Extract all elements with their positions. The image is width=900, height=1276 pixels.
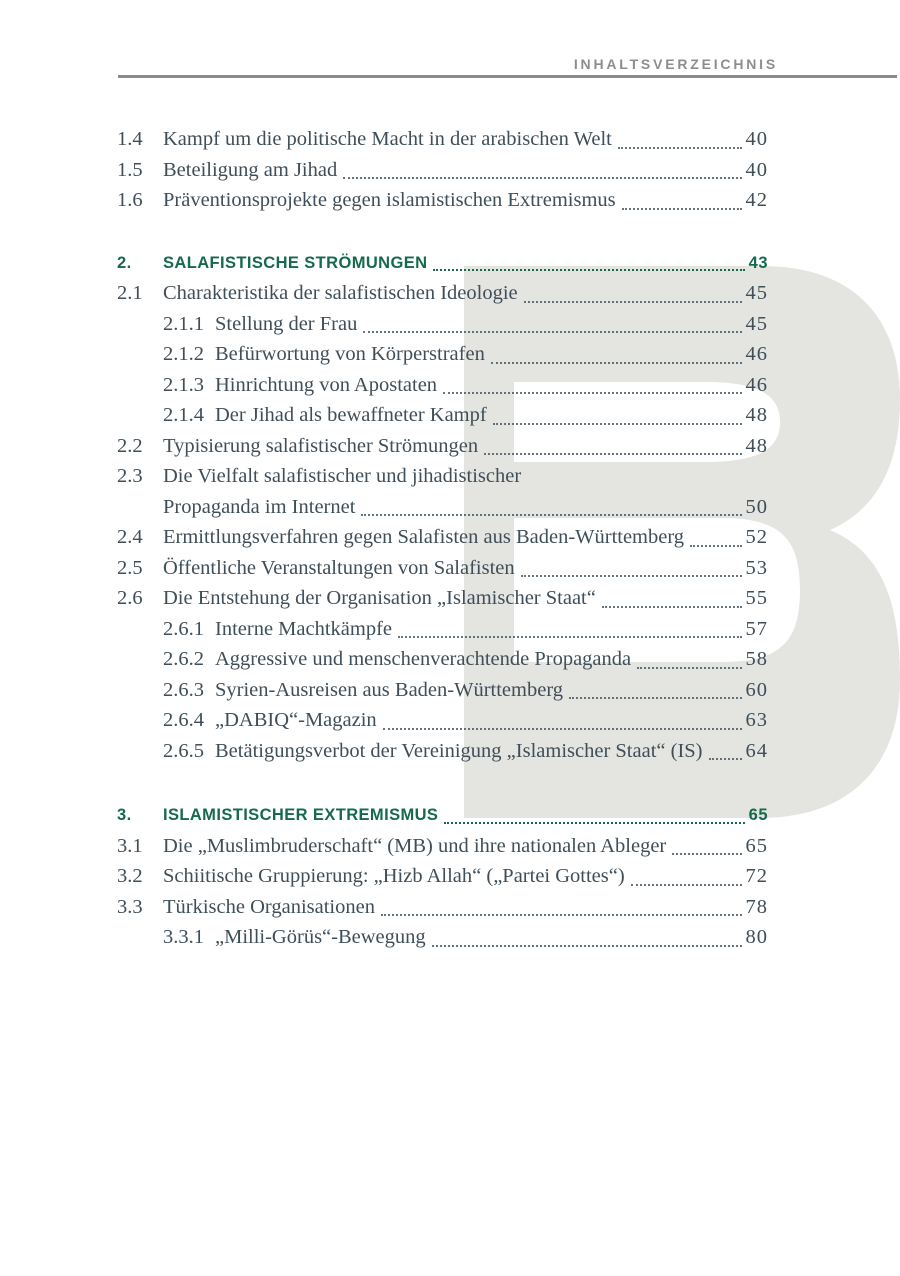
entry-page-number: 60 bbox=[745, 678, 768, 701]
entry-title: Schiitische Gruppierung: „Hizb Allah“ („Partei Gottes“) bbox=[163, 865, 625, 887]
dotted-leader bbox=[618, 147, 742, 149]
entry-number: 2.6.2 bbox=[163, 648, 204, 670]
toc-entry-3-2 bbox=[117, 861, 768, 892]
entry-title: Befürwortung von Körperstrafen bbox=[215, 343, 485, 365]
toc-entry-3-1 bbox=[117, 831, 768, 862]
entry-title: ISLAMISTISCHER EXTREMISMUS bbox=[163, 806, 439, 824]
dotted-leader bbox=[672, 853, 741, 855]
entry-title: Der Jihad als bewaffneter Kampf bbox=[215, 404, 487, 426]
entry-page-number: 52 bbox=[745, 526, 768, 548]
entry-page-number: 45 bbox=[745, 282, 768, 304]
dotted-leader bbox=[637, 667, 741, 669]
entry-title: „Milli-Görüs“-Bewegung bbox=[215, 926, 426, 948]
toc-entry-2-6-2 bbox=[117, 644, 768, 675]
entry-title: Die Entstehung der Organisation „Islamischer Staat“ bbox=[163, 587, 596, 609]
entry-number: 3.1 bbox=[117, 834, 143, 857]
toc-heading-3 bbox=[117, 800, 768, 831]
entry-title: Betätigungsverbot der Vereinigung „Islamischer Staat“ (IS) bbox=[215, 739, 703, 762]
entry-page-number: 48 bbox=[745, 434, 768, 457]
dotted-leader bbox=[690, 545, 741, 547]
dotted-leader bbox=[432, 945, 742, 947]
toc-entry-2-6 bbox=[117, 583, 768, 614]
toc-entry-2-1-4 bbox=[117, 400, 768, 431]
entry-title: Stellung der Frau bbox=[215, 312, 358, 335]
entry-number: 1.4 bbox=[117, 128, 143, 150]
entry-page-number: 80 bbox=[745, 926, 768, 948]
dotted-leader bbox=[398, 636, 741, 638]
toc-entry-2-3-line-2 bbox=[117, 492, 768, 523]
entry-page-number: 65 bbox=[745, 834, 768, 857]
entry-number: 1.6 bbox=[117, 189, 143, 211]
entry-title: Die „Muslimbruderschaft“ (MB) und ihre nationalen Ableger bbox=[163, 834, 667, 857]
dotted-leader bbox=[484, 453, 741, 455]
entry-title: SALAFISTISCHE STRÖMUNGEN bbox=[163, 253, 428, 272]
dotted-leader bbox=[343, 177, 741, 179]
entry-number: 2.3 bbox=[117, 465, 143, 487]
toc-entry-1-5 bbox=[117, 155, 768, 186]
entry-page-number: 72 bbox=[745, 865, 768, 887]
toc-entry-1-6 bbox=[117, 185, 768, 216]
entry-title: Präventionsprojekte gegen islamistischen Extremismus bbox=[163, 189, 616, 211]
entry-page-number: 45 bbox=[745, 312, 768, 335]
entry-page-number: 46 bbox=[745, 343, 768, 365]
entry-page-number: 40 bbox=[745, 158, 768, 181]
entry-page-number: 65 bbox=[748, 806, 768, 824]
dotted-leader bbox=[493, 423, 742, 425]
entry-page-number: 40 bbox=[745, 128, 768, 150]
entry-page-number: 78 bbox=[745, 895, 768, 918]
dotted-leader bbox=[491, 362, 742, 364]
entry-title: Ermittlungsverfahren gegen Salafisten aus Baden-Württemberg bbox=[163, 526, 685, 548]
entry-number: 3. bbox=[117, 806, 132, 824]
entry-title: Kampf um die politische Macht in der arabischen Welt bbox=[163, 128, 612, 150]
entry-page-number: 58 bbox=[745, 648, 768, 670]
entry-number: 2.6.1 bbox=[163, 617, 204, 640]
entry-page-number: 64 bbox=[745, 739, 768, 762]
entry-title: Öffentliche Veranstaltungen von Salafisten bbox=[163, 556, 515, 579]
toc-entry-2-2 bbox=[117, 431, 768, 462]
entry-page-number: 48 bbox=[745, 404, 768, 426]
dotted-leader bbox=[443, 392, 741, 394]
entry-title: Die Vielfalt salafistischer und jihadistischer bbox=[163, 465, 522, 487]
section-gap bbox=[117, 766, 768, 800]
entry-number: 2.6 bbox=[117, 587, 143, 609]
entry-page-number: 63 bbox=[745, 709, 768, 731]
entry-number: 2.6.5 bbox=[163, 739, 204, 762]
toc-entry-2-6-5 bbox=[117, 736, 768, 767]
toc-entry-2-4 bbox=[117, 522, 768, 553]
entry-number: 3.3 bbox=[117, 895, 143, 918]
dotted-leader bbox=[363, 331, 741, 333]
entry-title: Charakteristika der salafistischen Ideologie bbox=[163, 282, 518, 304]
entry-number: 2.1 bbox=[117, 282, 143, 304]
entry-title: Syrien-Ausreisen aus Baden-Württemberg bbox=[215, 678, 564, 701]
dotted-leader bbox=[569, 697, 741, 699]
entry-title: Typisierung salafistischer Strömungen bbox=[163, 434, 479, 457]
entry-number: 2.1.1 bbox=[163, 312, 204, 335]
toc-entry-1-4 bbox=[117, 124, 768, 155]
entry-number: 2. bbox=[117, 253, 132, 272]
entry-number: 2.1.4 bbox=[163, 404, 204, 426]
toc-entry-2-6-3 bbox=[117, 675, 768, 706]
toc-entry-2-1-1 bbox=[117, 309, 768, 340]
entry-number: 2.4 bbox=[117, 526, 143, 548]
header-rule bbox=[118, 75, 897, 78]
section-gap bbox=[117, 216, 768, 248]
toc-entry-2-5 bbox=[117, 553, 768, 584]
toc-entry-2-1-3 bbox=[117, 370, 768, 401]
dotted-leader bbox=[524, 301, 742, 303]
dotted-leader bbox=[622, 208, 742, 210]
entry-title: Beteiligung am Jihad bbox=[163, 158, 338, 181]
dotted-leader bbox=[381, 914, 742, 916]
toc-entry-2-3-line-1 bbox=[117, 461, 768, 492]
dotted-leader bbox=[361, 514, 741, 516]
dotted-leader bbox=[709, 758, 742, 760]
dotted-leader bbox=[444, 822, 744, 824]
toc-entry-2-1 bbox=[117, 278, 768, 309]
entry-number: 3.2 bbox=[117, 865, 143, 887]
entry-number: 2.6.4 bbox=[163, 709, 204, 731]
entry-page-number: 53 bbox=[745, 556, 768, 579]
entry-title: Propaganda im Internet bbox=[163, 495, 356, 518]
dotted-leader bbox=[521, 575, 742, 577]
entry-title: Hinrichtung von Apostaten bbox=[215, 373, 438, 396]
entry-title: Interne Machtkämpfe bbox=[215, 617, 393, 640]
entry-number: 1.5 bbox=[117, 158, 143, 181]
toc-entry-2-6-4 bbox=[117, 705, 768, 736]
dotted-leader bbox=[602, 606, 742, 608]
entry-page-number: 42 bbox=[745, 189, 768, 211]
entry-page-number: 57 bbox=[745, 617, 768, 640]
dotted-leader bbox=[383, 728, 742, 730]
dotted-leader bbox=[631, 884, 742, 886]
page-header-title: INHALTSVERZEICHNIS bbox=[573, 56, 778, 72]
table-of-contents bbox=[117, 124, 768, 953]
dotted-leader bbox=[433, 269, 744, 271]
entry-number: 2.5 bbox=[117, 556, 143, 579]
entry-title: Aggressive und menschenverachtende Propaganda bbox=[215, 648, 632, 670]
entry-page-number: 50 bbox=[745, 495, 768, 518]
entry-title: „DABIQ“-Magazin bbox=[215, 709, 377, 731]
toc-entry-2-1-2 bbox=[117, 339, 768, 370]
toc-entry-3-3-1 bbox=[117, 922, 768, 953]
entry-number: 3.3.1 bbox=[163, 926, 204, 948]
entry-number: 2.1.3 bbox=[163, 373, 204, 396]
toc-heading-2 bbox=[117, 248, 768, 279]
entry-number: 2.2 bbox=[117, 434, 143, 457]
toc-entry-2-6-1 bbox=[117, 614, 768, 645]
entry-number: 2.1.2 bbox=[163, 343, 204, 365]
toc-entry-3-3 bbox=[117, 892, 768, 923]
entry-page-number: 43 bbox=[748, 253, 768, 272]
entry-page-number: 46 bbox=[745, 373, 768, 396]
entry-title: Türkische Organisationen bbox=[163, 895, 375, 918]
entry-page-number: 55 bbox=[745, 587, 768, 609]
entry-number: 2.6.3 bbox=[163, 678, 204, 701]
